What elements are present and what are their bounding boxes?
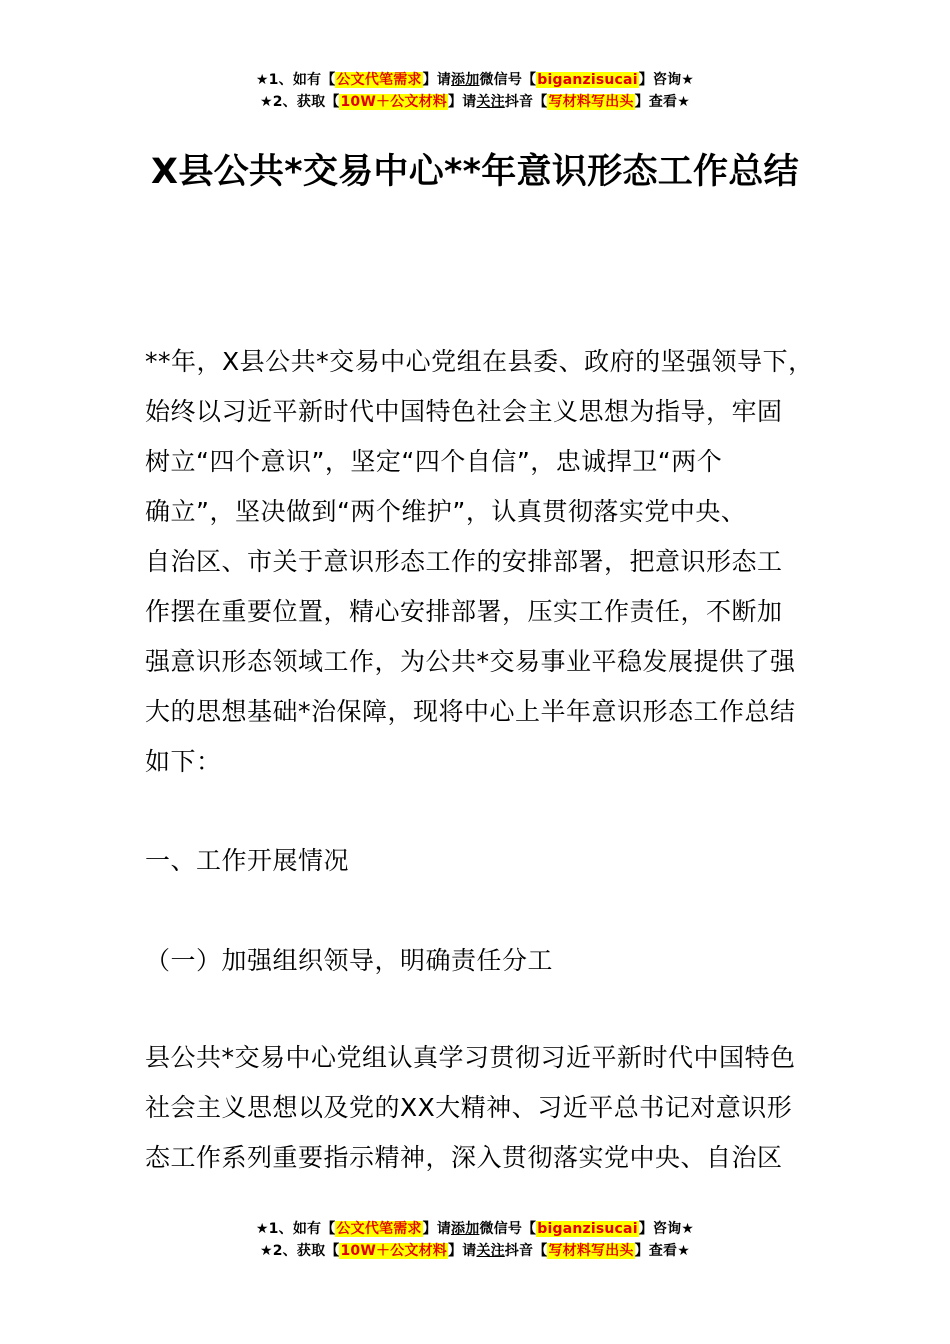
highlight-wechat-id: biganzisucai [537,1221,638,1237]
banner-text: ★1、如有【 [255,1221,336,1237]
banner-text: 抖音【 [504,1243,548,1259]
banner-text: 】咨询★ [638,1221,695,1237]
banner-text: 微信号【 [479,72,537,88]
subsection-heading-text: （一）加强组织领导，明确责任分工 [145,946,554,975]
paragraph-line: 强意识形态领域工作，为公共*交易事业平稳发展提供了强 [145,647,796,676]
banner-text: 】请 [422,72,452,88]
banner-text: 抖音【 [504,94,548,110]
highlight-materials: 10W＋公文材料 [340,1243,448,1259]
banner-text: 】请 [422,1221,452,1237]
banner-text: ★2、获取【 [259,1243,340,1259]
highlight-ghostwriting: 公文代笔需求 [336,72,422,88]
section-heading [145,836,845,886]
paragraph-line: 作摆在重要位置，精心安排部署，压实工作责任，不断加 [145,597,783,626]
underlined-add: 添加 [451,72,480,88]
banner-line-1 [0,1218,950,1240]
paragraph-line: 县公共*交易中心党组认真学习贯彻习近平新时代中国特色 [145,1043,796,1072]
highlight-douyin-account: 写材料写出头 [548,94,634,110]
paragraph-line: 社会主义思想以及党的XX大精神、习近平总书记对意识形 [145,1093,793,1122]
banner-text: ★1、如有【 [255,72,336,88]
paragraph-line: 自治区、市关于意识形态工作的安排部署，把意识形态工 [145,547,783,576]
intro-paragraph [145,337,845,787]
highlight-materials: 10W＋公文材料 [340,94,448,110]
banner-text: 】咨询★ [638,72,695,88]
paragraph-line: 树立“四个意识”，坚定“四个自信”，忠诚捍卫“两个 [145,447,723,476]
underlined-follow: 关注 [476,94,505,110]
paragraph-line: 始终以习近平新时代中国特色社会主义思想为指导，牢固 [145,397,783,426]
paragraph-line: 确立”，坚决做到“两个维护”，认真贯彻落实党中央、 [145,497,747,526]
paragraph-line: **年，X县公共*交易中心党组在县委、政府的坚强领导下， [145,347,814,376]
paragraph-line: 大的思想基础*治保障，现将中心上半年意识形态工作总结 [145,697,796,726]
banner-line-2 [0,1240,950,1262]
header-banner [0,69,950,113]
banner-line-2 [0,91,950,113]
banner-text: 】请 [448,1243,477,1259]
banner-line-1 [0,69,950,91]
highlight-ghostwriting: 公文代笔需求 [336,1221,422,1237]
banner-text: ★2、获取【 [259,94,340,110]
footer-banner [0,1218,950,1262]
paragraph-line: 如下： [145,747,222,776]
body-paragraph [145,1033,845,1183]
banner-text: 】查看★ [634,1243,690,1259]
banner-text: 】请 [448,94,477,110]
section-heading-text: 一、工作开展情况 [145,846,350,875]
subsection-heading [145,936,845,986]
document-title: X县公共*交易中心**年意识形态工作总结 [151,152,799,192]
highlight-douyin-account: 写材料写出头 [548,1243,634,1259]
banner-text: 】查看★ [634,94,690,110]
banner-text: 微信号【 [479,1221,537,1237]
underlined-add: 添加 [451,1221,480,1237]
highlight-wechat-id: biganzisucai [537,72,638,88]
underlined-follow: 关注 [476,1243,505,1259]
paragraph-line: 态工作系列重要指示精神，深入贯彻落实党中央、自治区 [145,1143,783,1172]
